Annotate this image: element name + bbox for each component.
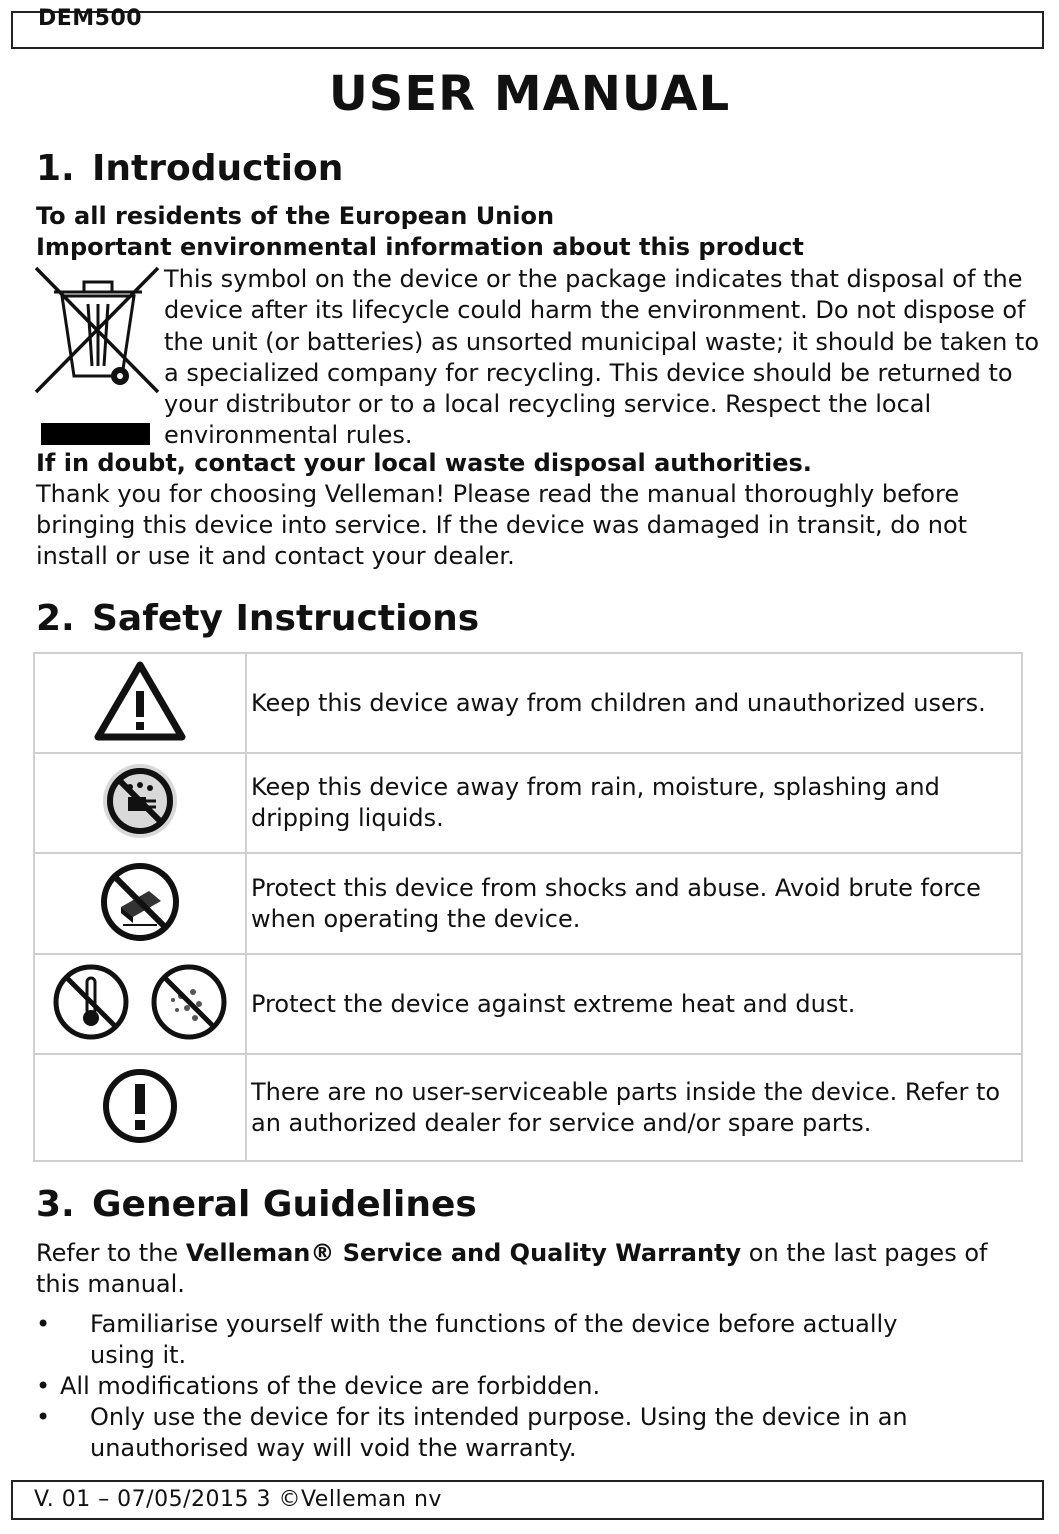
- safety-table: [33, 652, 1023, 1162]
- icon-cell: [34, 853, 246, 954]
- warranty-reference: [36, 1238, 1026, 1300]
- bullet-text: Familiarise yourself with the functions of the device before actually using it.: [90, 1310, 898, 1369]
- no-shock-icon: [99, 861, 181, 943]
- environmental-info-line: Important environmental information about this product: [36, 233, 804, 261]
- bullet-text: All modifications of the device are forbidden.: [60, 1372, 601, 1400]
- table-row: [34, 653, 1022, 753]
- icon-cell: [34, 753, 246, 853]
- bullet-dot: •: [36, 1403, 51, 1431]
- no-moisture-icon: [100, 761, 180, 841]
- weee-black-bar: [41, 423, 150, 445]
- table-row: [34, 853, 1022, 954]
- section-title: Introduction: [92, 148, 344, 189]
- section-number: 1.: [36, 148, 75, 189]
- model-code: DEM500: [38, 6, 143, 31]
- section-number: 2.: [36, 598, 75, 639]
- header-box: [11, 11, 1044, 49]
- section-number: 3.: [36, 1184, 75, 1225]
- doubt-line: If in doubt, contact your local waste disposal authorities.: [36, 449, 812, 477]
- no-dust-icon: [149, 962, 229, 1042]
- section-2-heading: [36, 598, 479, 639]
- icon-cell: [34, 653, 246, 753]
- text-cell: [246, 954, 1022, 1054]
- list-item: [36, 1371, 1036, 1402]
- table-row: [34, 954, 1022, 1054]
- icon-cell: [34, 954, 246, 1054]
- section-1-heading: [36, 148, 343, 189]
- footer-text: V. 01 – 07/05/2015 3 ©Velleman nv: [34, 1487, 442, 1512]
- section-title: Safety Instructions: [92, 598, 480, 639]
- bullet-dot: •: [36, 1310, 51, 1338]
- list-item: [36, 1309, 956, 1371]
- eu-residents-line: To all residents of the European Union: [36, 202, 555, 230]
- safety-text: Keep this device away from rain, moisture, splashing and dripping liquids.: [251, 773, 940, 832]
- icon-cell: [34, 1054, 246, 1161]
- section-title: General Guidelines: [92, 1184, 477, 1225]
- list-item: [36, 1402, 976, 1464]
- text-cell: [246, 853, 1022, 954]
- document-title: USER MANUAL: [328, 66, 731, 122]
- safety-text: Protect the device against extreme heat and dust.: [251, 989, 856, 1018]
- safety-text: There are no user-serviceable parts inside the device. Refer to an authorized dealer for service and/or spare parts.: [251, 1077, 1001, 1137]
- no-heat-icon: [51, 962, 131, 1042]
- bullet-dot: •: [36, 1372, 51, 1400]
- table-row: [34, 1054, 1022, 1161]
- safety-text: Protect this device from shocks and abuse. Avoid brute force when operating the device.: [251, 873, 981, 933]
- text-cell: [246, 653, 1022, 753]
- text-cell: [246, 753, 1022, 853]
- text-cell: [246, 1054, 1022, 1161]
- exclamation-circle-icon: [100, 1066, 180, 1146]
- warning-triangle-icon: [94, 661, 186, 741]
- section-3-heading: [36, 1184, 477, 1225]
- crossed-out-bin-icon: [32, 266, 162, 394]
- bullet-text: Only use the device for its intended purpose. Using the device in an unauthorised way will void the warranty.: [90, 1403, 908, 1462]
- weee-paragraph: This symbol on the device or the package indicates that disposal of the device after its lifecycle could harm the environment. Do not dispose of the unit (or batteries) as unsorted municipal waste; it should be taken to a specialized company for recycling. This device should be returned to your distributor or to a local recycling service. Respect the local environmental rules.: [164, 265, 1040, 450]
- thanks-paragraph: Thank you for choosing Velleman! Please read the manual thoroughly before bringing this device into service. If the device was damaged in transit, do not install or use it and contact your dealer.: [36, 480, 968, 570]
- warranty-title: Velleman® Service and Quality Warranty: [185, 1239, 742, 1267]
- warranty-intro-post: on the last pages of this manual.: [36, 1239, 988, 1298]
- table-row: [34, 753, 1022, 853]
- guidelines-list: [36, 1309, 1036, 1464]
- warranty-intro-pre: Refer to the: [36, 1239, 186, 1267]
- safety-text: Keep this device away from children and unauthorized users.: [251, 688, 986, 717]
